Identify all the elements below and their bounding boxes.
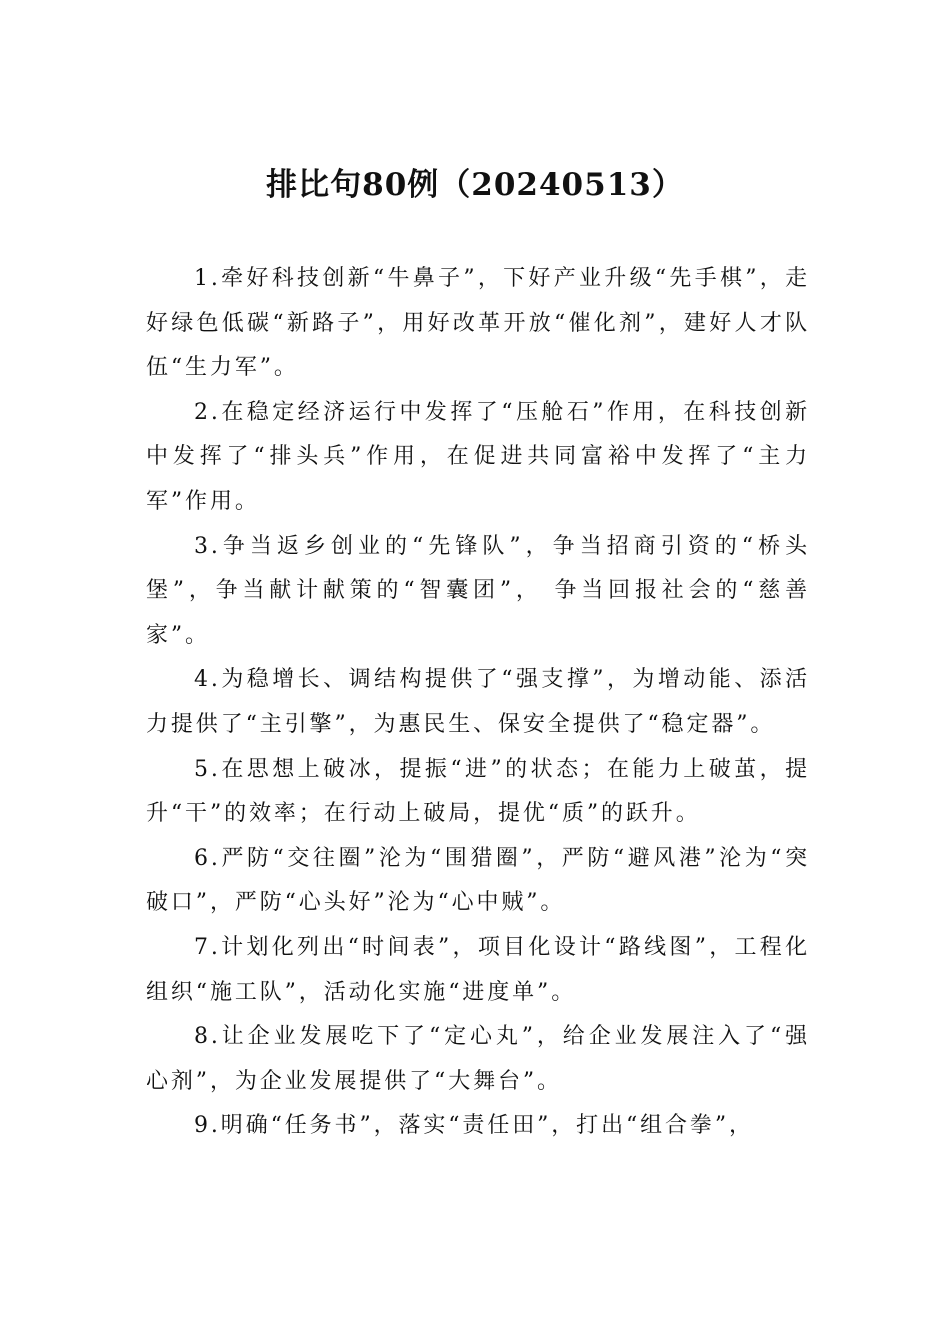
paragraph-1: 1.牵好科技创新“牛鼻子”，下好产业升级“先手棋”，走好绿色低碳“新路子”，用好改革开放“催化剂”，建好人才队伍“生力军”。 [146, 266, 810, 381]
document-body [146, 257, 810, 1149]
paragraph-9: 9.明确“任务书”，落实“责任田”，打出“组合拳”， [194, 1113, 754, 1139]
paragraph-8: 8.让企业发展吃下了“定心丸”，给企业发展注入了“强心剂”，为企业发展提供了“大舞台”。 [146, 1024, 810, 1094]
paragraph-2: 2.在稳定经济运行中发挥了“压舱石”作用，在科技创新中发挥了“排头兵”作用，在促进共同富裕中发挥了“主力军”作用。 [146, 399, 810, 514]
paragraph-5: 5.在思想上破冰，提振“进”的状态；在能力上破茧，提升“干”的效率；在行动上破局，提优“质”的跃升。 [146, 756, 810, 827]
paragraph-3: 3.争当返乡创业的“先锋队”，争当招商引资的“桥头堡”，争当献计献策的“智囊团”， 争当回报社会的“慈善家”。 [146, 533, 810, 648]
document-title: 排比句80例（20240513） [266, 167, 684, 203]
paragraph-4: 4.为稳增长、调结构提供了“强支撑”，为增动能、添活力提供了“主引擎”，为惠民生、保安全提供了“稳定器”。 [146, 667, 810, 737]
paragraph-6: 6.严防“交往圈”沦为“围猎圈”，严防“避风港”沦为“突破口”，严防“心头好”沦为“心中贼”。 [146, 845, 810, 916]
paragraph-7: 7.计划化列出“时间表”，项目化设计“路线图”，工程化组织“施工队”，活动化实施“进度单”。 [146, 934, 810, 1005]
